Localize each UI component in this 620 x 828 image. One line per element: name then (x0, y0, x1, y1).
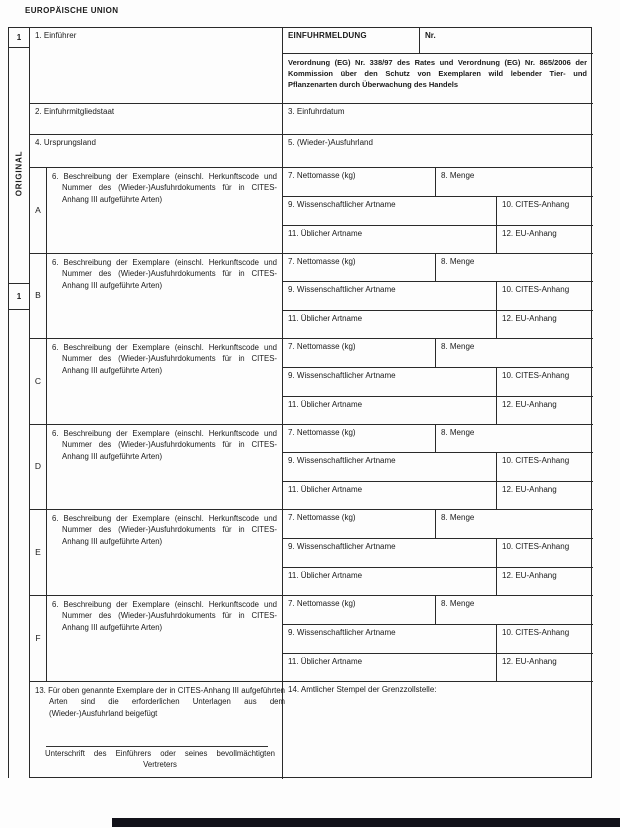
scanner-edge-artifact (112, 818, 620, 827)
field-cites-annex-c: 10. CITES-Anhang (497, 368, 593, 397)
field-number: Nr. (420, 28, 593, 54)
page-title: EUROPÄISCHE UNION (25, 6, 119, 15)
section-letter-f: F (30, 596, 47, 682)
field-quantity-c: 8. Menge (436, 339, 593, 368)
field-quantity-e: 8. Menge (436, 510, 593, 539)
field-eu-annex-b: 12. EU-Anhang (497, 311, 593, 339)
field-quantity-d: 8. Menge (436, 425, 593, 453)
copy-number: 1 (16, 292, 22, 301)
form-type-title: EINFUHRMELDUNG (283, 28, 420, 54)
field-cites-annex-e: 10. CITES-Anhang (497, 539, 593, 568)
regulation-statement: Verordnung (EG) Nr. 338/97 des Rates und Verordnung (EG) Nr. 865/2006 der Kommission über den Schutz von Exemplaren wild lebender Tier- und Pflanzenarten durch Überwachung des Handels (283, 54, 593, 104)
form-table (29, 27, 592, 778)
signature-line (46, 746, 268, 747)
field-documents-attached: 13. Für oben genannte Exemplare der in CITES-Anhang III aufgeführten Arten sind die erforderlichen Unterlagen aus dem (Wieder-)Ausfuhrland beigefügt Unterschrift des Einführers oder seines bevollmächtigten Vertreters (30, 682, 283, 779)
section-letter-c: C (30, 339, 47, 425)
field-country-of-origin: 4. Ursprungsland (30, 135, 283, 168)
section-letter-d: D (30, 425, 47, 510)
field-net-mass-d: 7. Nettomasse (kg) (283, 425, 436, 453)
field-import-member-state: 2. Einfuhrmitgliedstaat (30, 104, 283, 135)
field-scientific-name-c: 9. Wissenschaftlicher Artname (283, 368, 497, 397)
field-quantity-f: 8. Menge (436, 596, 593, 625)
field-cites-annex-f: 10. CITES-Anhang (497, 625, 593, 654)
field-scientific-name-e: 9. Wissenschaftlicher Artname (283, 539, 497, 568)
field-description-b: 6. Beschreibung der Exemplare (einschl. Herkunftscode und Nummer des (Wieder-)Ausfuhrdokuments für in CITES-Anhang III aufgeführte Arten) (47, 254, 283, 339)
field-description-c: 6. Beschreibung der Exemplare (einschl. Herkunftscode und Nummer des (Wieder-)Ausfuhrdokuments für in CITES-Anhang III aufgeführte Arten) (47, 339, 283, 425)
field-reexport-country: 5. (Wieder-)Ausfuhrland (283, 135, 593, 168)
copy-number-box-middle (8, 283, 30, 310)
field-description-a: 6. Beschreibung der Exemplare (einschl. Herkunftscode und Nummer des (Wieder-)Ausfuhrdokuments für in CITES-Anhang III aufgeführte Arten) (47, 168, 283, 254)
field-import-date: 3. Einfuhrdatum (283, 104, 593, 135)
section-letter-e: E (30, 510, 47, 596)
field-common-name-c: 11. Üblicher Artname (283, 397, 497, 425)
field-common-name-a: 11. Üblicher Artname (283, 226, 497, 254)
field-common-name-e: 11. Üblicher Artname (283, 568, 497, 596)
field-cites-annex-d: 10. CITES-Anhang (497, 453, 593, 482)
field-net-mass-f: 7. Nettomasse (kg) (283, 596, 436, 625)
field-description-f: 6. Beschreibung der Exemplare (einschl. Herkunftscode und Nummer des (Wieder-)Ausfuhrdokuments für in CITES-Anhang III aufgeführte Arten) (47, 596, 283, 682)
field-net-mass-e: 7. Nettomasse (kg) (283, 510, 436, 539)
field-eu-annex-e: 12. EU-Anhang (497, 568, 593, 596)
field-scientific-name-d: 9. Wissenschaftlicher Artname (283, 453, 497, 482)
section-letter-a: A (30, 168, 47, 254)
section-letter-b: B (30, 254, 47, 339)
field-common-name-d: 11. Üblicher Artname (283, 482, 497, 510)
field-net-mass-b: 7. Nettomasse (kg) (283, 254, 436, 282)
field-cites-annex-b: 10. CITES-Anhang (497, 282, 593, 311)
field-eu-annex-a: 12. EU-Anhang (497, 226, 593, 254)
field-common-name-b: 11. Üblicher Artname (283, 311, 497, 339)
copy-number-box-top (8, 27, 30, 48)
field-eu-annex-f: 12. EU-Anhang (497, 654, 593, 682)
copy-number: 1 (16, 33, 22, 42)
field-scientific-name-f: 9. Wissenschaftlicher Artname (283, 625, 497, 654)
signature-caption: Unterschrift des Einführers oder seines bevollmächtigten Vertreters (45, 749, 275, 769)
field-common-name-f: 11. Üblicher Artname (283, 654, 497, 682)
field-net-mass-a: 7. Nettomasse (kg) (283, 168, 436, 197)
field-eu-annex-c: 12. EU-Anhang (497, 397, 593, 425)
field-quantity-b: 8. Menge (436, 254, 593, 282)
original-vertical-label: ORIGINAL (14, 150, 24, 196)
field-quantity-a: 8. Menge (436, 168, 593, 197)
field-net-mass-c: 7. Nettomasse (kg) (283, 339, 436, 368)
field-importer: 1. Einführer (30, 28, 283, 104)
field-customs-stamp: 14. Amtlicher Stempel der Grenzzollstelle: (288, 685, 437, 694)
field-description-d: 6. Beschreibung der Exemplare (einschl. Herkunftscode und Nummer des (Wieder-)Ausfuhrdokuments für in CITES-Anhang III aufgeführte Arten) (47, 425, 283, 510)
field-cites-annex-a: 10. CITES-Anhang (497, 197, 593, 226)
field-description-e: 6. Beschreibung der Exemplare (einschl. Herkunftscode und Nummer des (Wieder-)Ausfuhrdokuments für in CITES-Anhang III aufgeführte Arten) (47, 510, 283, 596)
field-eu-annex-d: 12. EU-Anhang (497, 482, 593, 510)
field-scientific-name-b: 9. Wissenschaftlicher Artname (283, 282, 497, 311)
field-scientific-name-a: 9. Wissenschaftlicher Artname (283, 197, 497, 226)
